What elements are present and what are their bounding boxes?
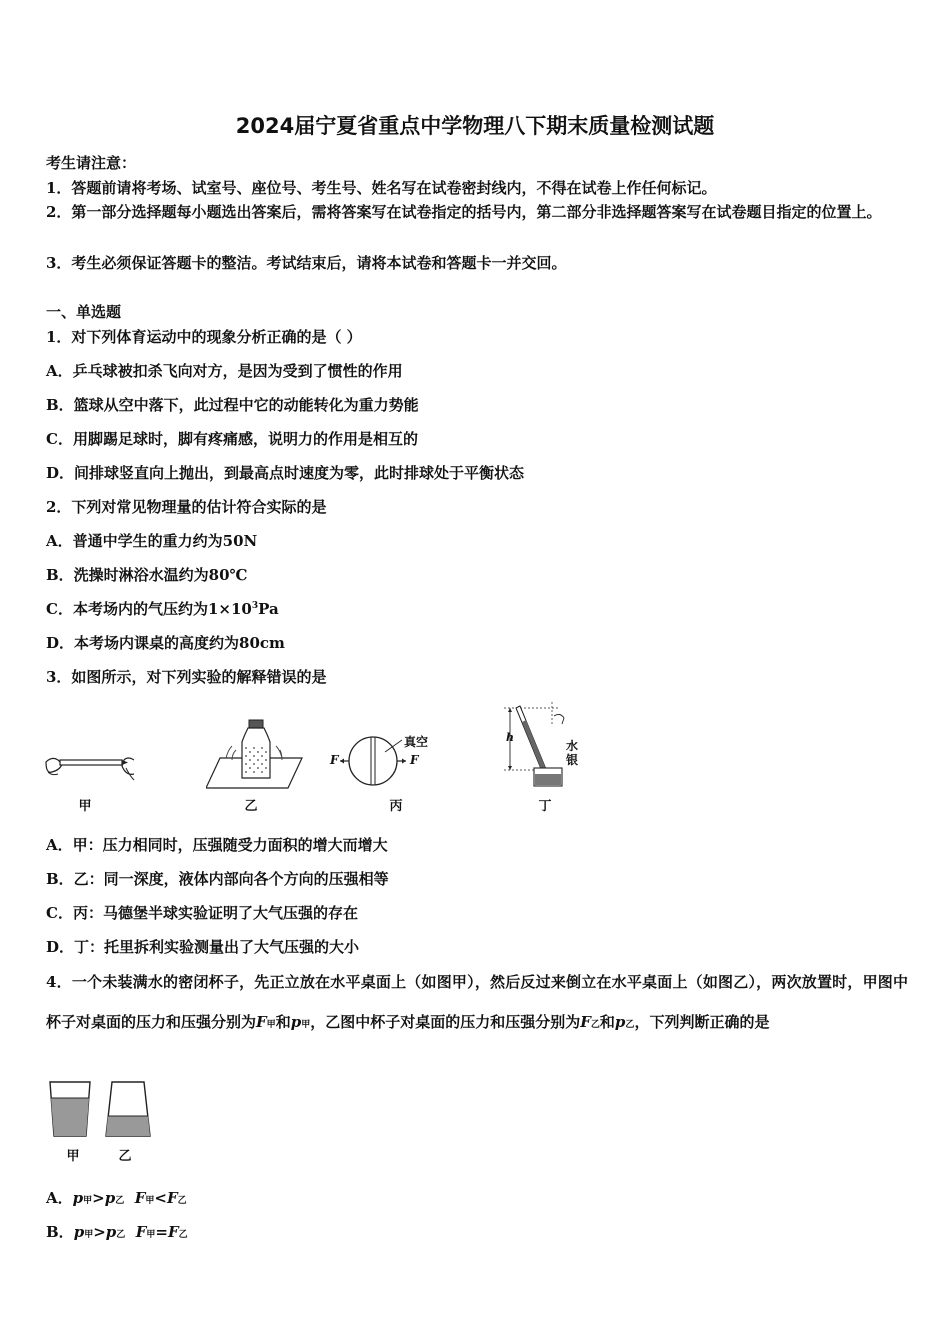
notice-item-1: 1．答题前请将考场、试室号、座位号、考生号、姓名写在试卷密封线内，不得在试卷上作任何标记。 [46,179,717,197]
q1-option-c: C．用脚踢足球时，脚有疼痛感，说明力的作用是相互的 [46,430,418,448]
q4-option-a: A．p甲>p乙 F甲<F乙 [46,1189,187,1207]
q1-option-a: A．乒乓球被扣杀飞向对方，是因为受到了惯性的作用 [46,362,403,380]
figure-bing-hemispheres [340,730,406,790]
q2-option-c: C．本考场内的气压约为$1\times 10^3Pa$ [46,600,279,618]
q2-option-a: A．普通中学生的重力约为50N [46,532,258,550]
figure-ding-mercury-label-1: 水 [566,739,579,753]
figure-q4-label-yi: 乙 [118,1149,132,1164]
q1-option-b: B．篮球从空中落下，此过程中它的动能转化为重力势能 [46,396,419,414]
figure-label-jia: 甲 [78,799,92,814]
figure-bing-vacuum-label: 真空 [404,735,429,749]
q3-option-b: B．乙：同一深度，液体内部向各个方向的压强相等 [46,870,389,888]
figure-ding-h-label: h [506,731,514,744]
q3-option-c: C．丙：马德堡半球实验证明了大气压强的存在 [46,904,358,922]
section-heading: 一、单选题 [46,303,122,321]
q4-option-b: B．p甲>p乙 F甲=F乙 [46,1223,188,1241]
q3-stem: 3．如图所示，对下列实验的解释错误的是 [46,668,327,686]
notice-item-3: 3．考生必须保证答题卡的整洁。考试结束后，请将本试卷和答题卡一并交回。 [46,254,567,272]
notice-heading: 考生请注意： [46,154,137,172]
figure-bing-force-left: F [330,753,339,767]
figure-yi-bottle [206,716,304,792]
figure-bing-force-right: F [410,753,419,767]
q1-stem: 1．对下列体育运动中的现象分析正确的是（ ） [46,328,362,346]
figure-label-bing: 丙 [389,799,403,814]
q3-option-d: D．丁：托里拆利实验测量出了大气压强的大小 [46,938,360,956]
figure-q4-cups [46,1078,156,1140]
q1-option-d: D．间排球竖直向上抛出，到最高点时速度为零，此时排球处于平衡状态 [46,464,525,482]
q2-option-d: D．本考场内课桌的高度约为80cm [46,634,285,652]
page-title: 2024届宁夏省重点中学物理八下期末质量检测试题 [235,114,715,138]
figure-label-yi: 乙 [244,799,258,814]
figure-ding-mercury-label-2: 银 [566,753,579,767]
q3-option-a: A．甲：压力相同时，压强随受力面积的增大而增大 [46,836,388,854]
q2-stem: 2．下列对常见物理量的估计符合实际的是 [46,498,327,516]
q4-stem: 4．一个未装满水的密闭杯子，先正立放在水平桌面上（如图甲），然后反过来倒立在水平桌面上（如图乙），两次放置时，甲图中杯子对桌面的压力和压强分别为F甲和p甲，乙图中杯子对桌面的压力和压强分别为F乙和p乙，下列判断正确的是 [46,973,908,1031]
notice-item-2: 2．第一部分选择题每小题选出答案后，需将答案写在试卷指定的括号内，第二部分非选择题答案写在试卷题目指定的位置上。 [46,203,882,221]
figure-label-ding: 丁 [538,799,552,814]
figure-jia-pencil [42,742,138,786]
q2-option-b: B．洗操时淋浴水温约为80℃ [46,566,248,584]
figure-ding-torricelli [500,702,574,792]
figure-q4-label-jia: 甲 [66,1149,80,1164]
